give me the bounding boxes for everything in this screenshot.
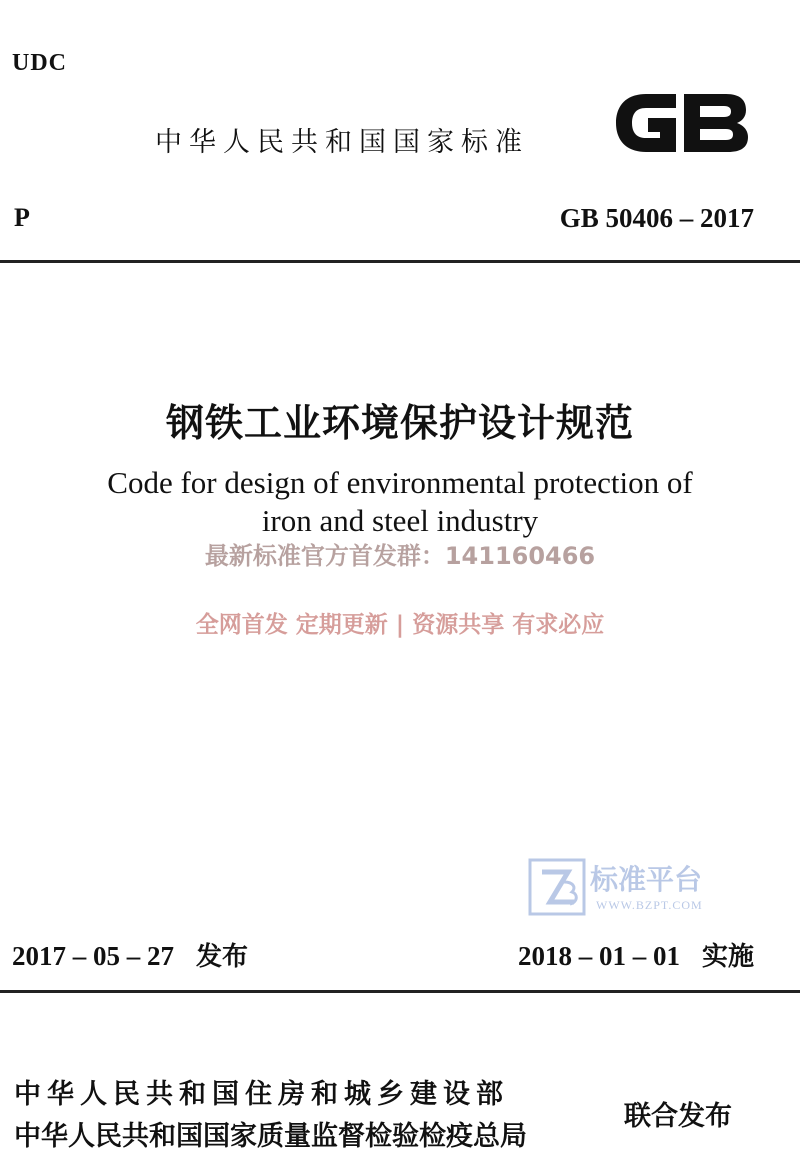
issue-label: 发布	[196, 942, 249, 972]
bottom-divider	[0, 990, 800, 993]
issuer-aqsiq: 中华人民共和国国家质量监督检验检疫总局	[14, 1121, 527, 1152]
joint-release-label: 联合发布	[624, 1101, 732, 1132]
implement-date-block	[518, 936, 754, 973]
national-standard-heading: 中华人民共和国国家标准	[155, 127, 529, 158]
standard-number: GB 50406 – 2017	[559, 203, 754, 233]
platform-name: 标准平台	[590, 863, 703, 896]
issuer-ministry: 中华人民共和国住房和城乡建设部	[14, 1079, 509, 1110]
title-english-line1: Code for design of environmental protection of	[107, 465, 693, 500]
implement-label: 实施	[701, 942, 754, 972]
issue-date: 2017 – 05 – 27	[12, 941, 174, 971]
udc-label: UDC	[12, 50, 67, 76]
top-divider	[0, 260, 800, 263]
title-english-line2: iron and steel industry	[261, 503, 539, 538]
watermark-group-notice: 最新标准官方首发群：141160466	[204, 542, 596, 570]
watermark-slogan: 全网首发 定期更新 | 资源共享 有求必应	[195, 612, 605, 638]
issue-date-block	[12, 936, 248, 973]
title-chinese: 钢铁工业环境保护设计规范	[165, 401, 634, 445]
classification-code: P	[14, 203, 30, 232]
platform-url: WWW.BZPT.COM	[596, 898, 703, 912]
platform-logo-icon	[528, 858, 586, 916]
gb-logo	[610, 86, 752, 160]
implement-date: 2018 – 01 – 01	[517, 941, 680, 971]
